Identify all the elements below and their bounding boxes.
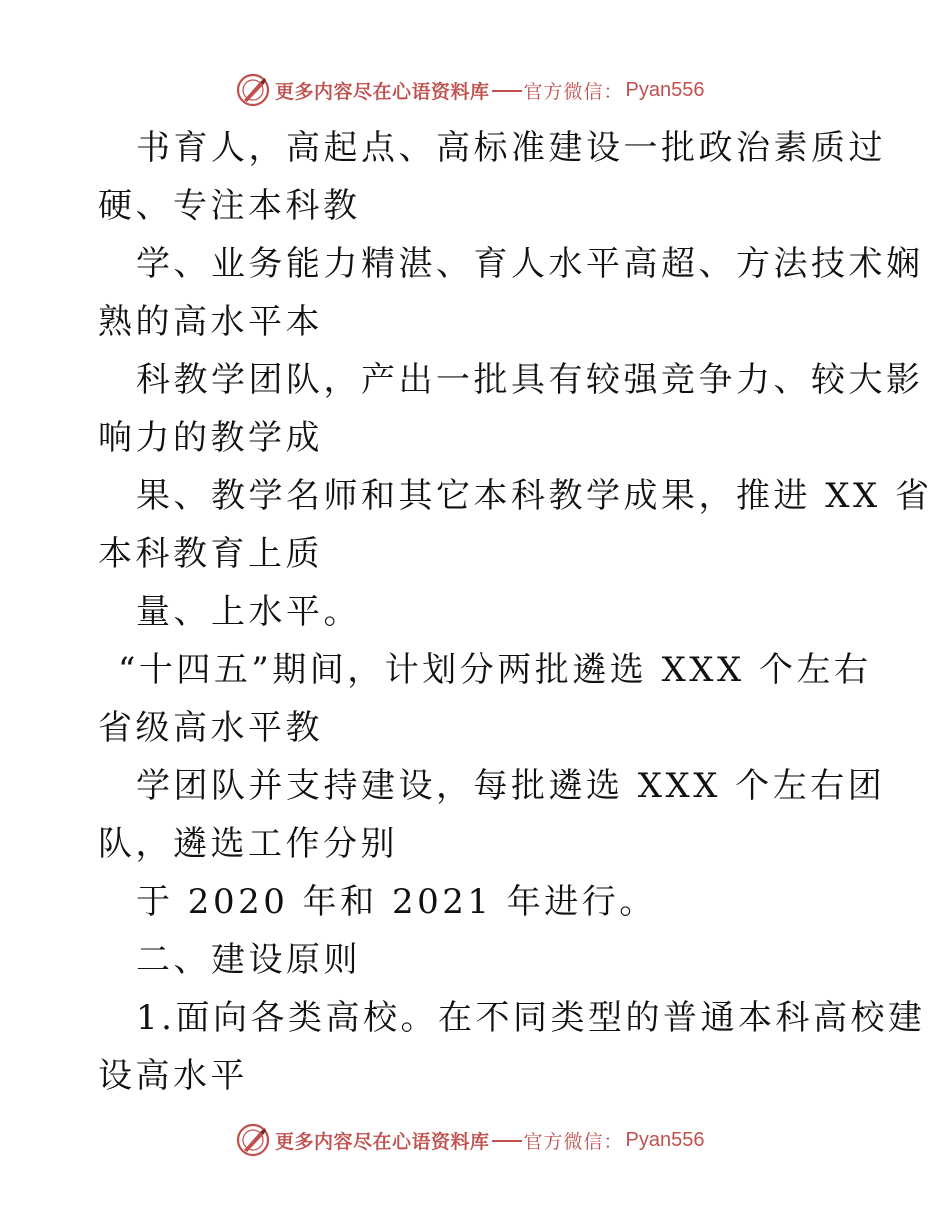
watermark-dash (492, 90, 522, 92)
text-line: 硬、专注本科教 (98, 186, 361, 226)
text-line: 响力的教学成 (98, 418, 323, 458)
text-line: 学团队并支持建设，每批遴选 XXX 个左右团 (136, 766, 886, 806)
text-line: 1.面向各类高校。在不同类型的普通本科高校建 (136, 998, 926, 1038)
watermark-wechat-label: 官方微信： (523, 80, 624, 103)
section-heading: 二、建设原则 (136, 940, 361, 980)
text-line: 设高水平 (98, 1056, 248, 1096)
text-line: 省级高水平教 (98, 708, 323, 748)
text-line: 果、教学名师和其它本科教学成果，推进 XX 省 (136, 476, 933, 516)
watermark-wechat-id: Pyan556 (625, 1128, 705, 1151)
watermark-wechat-label: 官方微信： (523, 1130, 624, 1153)
watermark-site-text: 更多内容尽在心语资料库 (275, 1130, 490, 1153)
text-line: 科教学团队，产出一批具有较强竞争力、较大影 (136, 360, 924, 400)
text-line: 学、业务能力精湛、育人水平高超、方法技术娴 (136, 244, 924, 284)
pen-logo-icon (235, 72, 271, 108)
text-line: 队，遴选工作分别 (98, 824, 398, 864)
footer-watermark (235, 1122, 705, 1158)
text-line: “十四五”期间，计划分两批遴选 XXX 个左右 (118, 650, 872, 690)
text-line: 于 2020 年和 2021 年进行。 (136, 882, 657, 922)
watermark-dash (492, 1140, 522, 1142)
watermark-wechat-id: Pyan556 (625, 78, 705, 101)
pen-logo-icon (235, 1122, 271, 1158)
watermark-site-text: 更多内容尽在心语资料库 (275, 80, 490, 103)
text-line: 书育人，高起点、高标准建设一批政治素质过 (136, 128, 886, 168)
text-line: 量、上水平。 (136, 592, 361, 632)
header-watermark (235, 72, 705, 108)
text-line: 本科教育上质 (98, 534, 323, 574)
text-line: 熟的高水平本 (98, 302, 323, 342)
